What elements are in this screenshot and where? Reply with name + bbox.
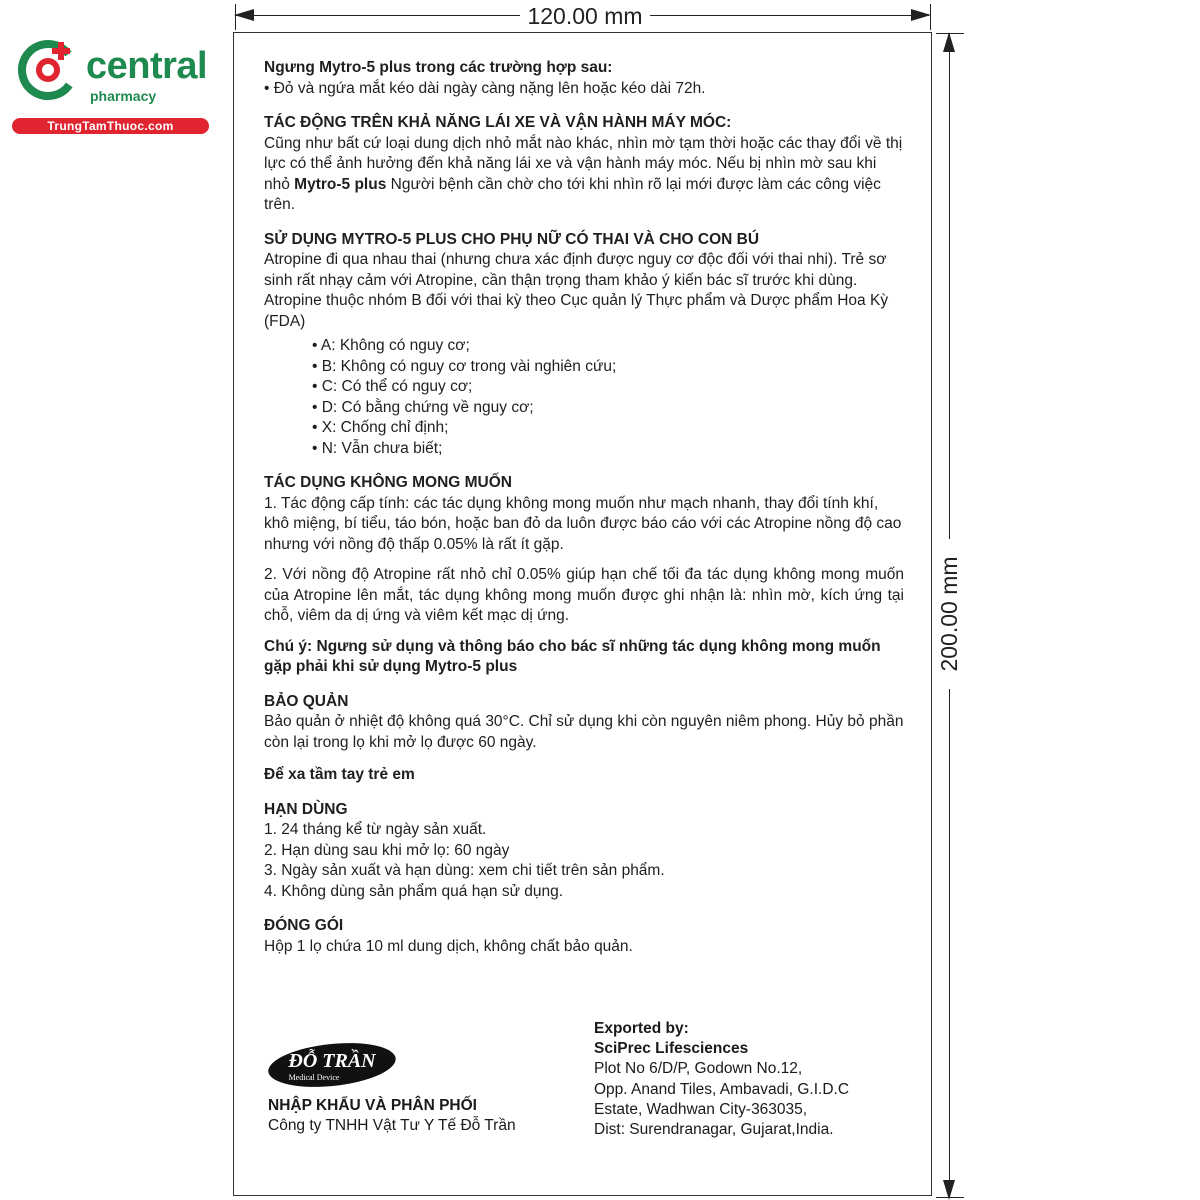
expiry-heading: HẠN DÙNG (264, 800, 348, 818)
width-dimension-label: 120.00 mm (520, 2, 650, 30)
dotran-logo-text: ĐỖ TRẦN (288, 1050, 376, 1072)
list-item: • B: Không có nguy cơ trong vài nghiên cứu; (312, 357, 617, 375)
storage-text: Bảo quản ở nhiệt độ không quá 30°C. Chỉ sử dụng khi còn nguyên niêm phong. Hủy bỏ phần còn lại trong lọ khi mở lọ được 60 ngày. (264, 713, 904, 751)
section-pregnancy (264, 230, 904, 460)
list-item: 2. Hạn dùng sau khi mở lọ: 60 ngày (264, 841, 510, 859)
exporter-line: Opp. Anand Tiles, Ambavadi, G.I.D.C (594, 1080, 850, 1098)
list-item: • A: Không có nguy cơ; (312, 337, 470, 354)
packaging-heading: ĐÓNG GÓI (264, 917, 344, 934)
importer-company: Công ty TNHH Vật Tư Y Tế Đỗ Trần (268, 1117, 516, 1134)
dotran-logo-sub: Medical Device (288, 1073, 340, 1082)
brand-name: central (86, 45, 208, 87)
importer-block (268, 1096, 516, 1136)
section-driving (264, 113, 904, 216)
driving-heading: TÁC ĐỘNG TRÊN KHẢ NĂNG LÁI XE VÀ VẬN HÀNH MÁY MÓC: (264, 114, 732, 131)
section-expiry (264, 800, 904, 903)
importer-heading: NHẬP KHẨU VÀ PHÂN PHỐI (268, 1097, 477, 1114)
pregnancy-text: Atropine đi qua nhau thai (nhưng chưa xác định được nguy cơ độc đối với thai nhi). Trẻ sơ sinh rất nhạy cảm với Atropine, cần thận trọng tham khảo ý kiến bác sĩ trước khi dùng. Atropine thuộc nhóm B đối với thai kỳ theo Cục quản lý Thực phẩm và Dược phẩm Hoa Kỳ (FDA) (264, 251, 889, 330)
list-item: 1. 24 tháng kể từ ngày sản xuất. (264, 821, 487, 838)
packaging-text: Hộp 1 lọ chứa 10 ml dung dịch, không chất bảo quản. (264, 937, 633, 955)
list-item: • X: Chống chỉ định; (312, 419, 449, 436)
stop-line: • Đỏ và ngứa mắt kéo dài ngày càng nặng lên hoặc kéo dài 72h. (264, 79, 706, 97)
list-item: • N: Vẫn chưa biết; (312, 439, 443, 457)
exporter-line: Dist: Surendranagar, Gujarat,India. (594, 1121, 834, 1139)
side-effects-p1: 1. Tác động cấp tính: các tác dụng không mong muốn như mạch nhanh, thay đổi tính khí, khô miệng, bí tiểu, táo bón, hoặc ban đỏ da luôn được báo cáo với các Atropine nồng độ cao nhưng với nồng độ thấp 0.05% là rất ít gặp. (264, 494, 902, 553)
storage-heading: BẢO QUẢN (264, 692, 349, 710)
section-packaging (264, 916, 904, 957)
list-item: • D: Có bằng chứng về nguy cơ; (312, 398, 534, 416)
exporter-line: Plot No 6/D/P, Godown No.12, (594, 1060, 803, 1078)
list-item: 4. Không dùng sản phẩm quá hạn sử dụng. (264, 882, 564, 900)
side-effects-heading: TÁC DỤNG KHÔNG MONG MUỐN (264, 474, 512, 491)
brand-banner: TrungTamThuoc.com (12, 118, 209, 134)
stop-heading: Ngưng Mytro-5 plus trong các trường hợp sau: (264, 59, 613, 76)
product-name: Mytro-5 plus (294, 175, 387, 193)
section-side-effects (264, 473, 904, 678)
section-stop (264, 58, 904, 99)
side-effects-p2: 2. Với nồng độ Atropine rất nhỏ chỉ 0.05% giúp hạn chế tối đa tác dụng không mong muốn của Atropine lên mắt, tác dụng không mong muốn được ghi nhận là: nhìn mờ, kích ứng tại chỗ, viêm da dị ứng và viêm kết mạc dị ứng. (264, 566, 904, 624)
label-content (264, 58, 904, 971)
fda-category-list (312, 336, 904, 459)
pregnancy-heading: SỬ DỤNG MYTRO-5 PLUS CHO PHỤ NỮ CÓ THAI VÀ CHO CON BÚ (264, 230, 760, 248)
list-item: 3. Ngày sản xuất và hạn dùng: xem chi tiết trên sản phẩm. (264, 862, 665, 879)
exporter-block (594, 1019, 849, 1140)
height-dimension-label: 200.00 mm (935, 539, 963, 689)
driving-text: Cũng như bất cứ loại dung dịch nhỏ mắt nào khác, nhìn mờ tạm thời hoặc các thay đổi về thị lực có thể ảnh hưởng đến khả năng lái xe và vận hành máy móc. Nếu bị nhìn mờ sau khi nhỏ Mytro-5 plus Người bệnh cần chờ cho tới khi nhìn rõ lại mới được làm các công việc trên. (264, 134, 903, 213)
exporter-company: SciPrec Lifesciences (594, 1040, 749, 1058)
list-item: • C: Có thể có nguy cơ; (312, 378, 473, 395)
brand-sub: pharmacy (90, 88, 157, 104)
section-storage (264, 692, 904, 786)
keep-away-children: Để xa tầm tay trẻ em (264, 766, 415, 783)
dotran-logo (268, 1040, 398, 1090)
exporter-line: Estate, Wadhwan City-363035, (594, 1100, 808, 1118)
exporter-heading: Exported by: (594, 1020, 689, 1037)
side-effects-note: Chú ý: Ngưng sử dụng và thông báo cho bác sĩ những tác dụng không mong muốn gặp phải khi sử dụng Mytro-5 plus (264, 637, 881, 675)
